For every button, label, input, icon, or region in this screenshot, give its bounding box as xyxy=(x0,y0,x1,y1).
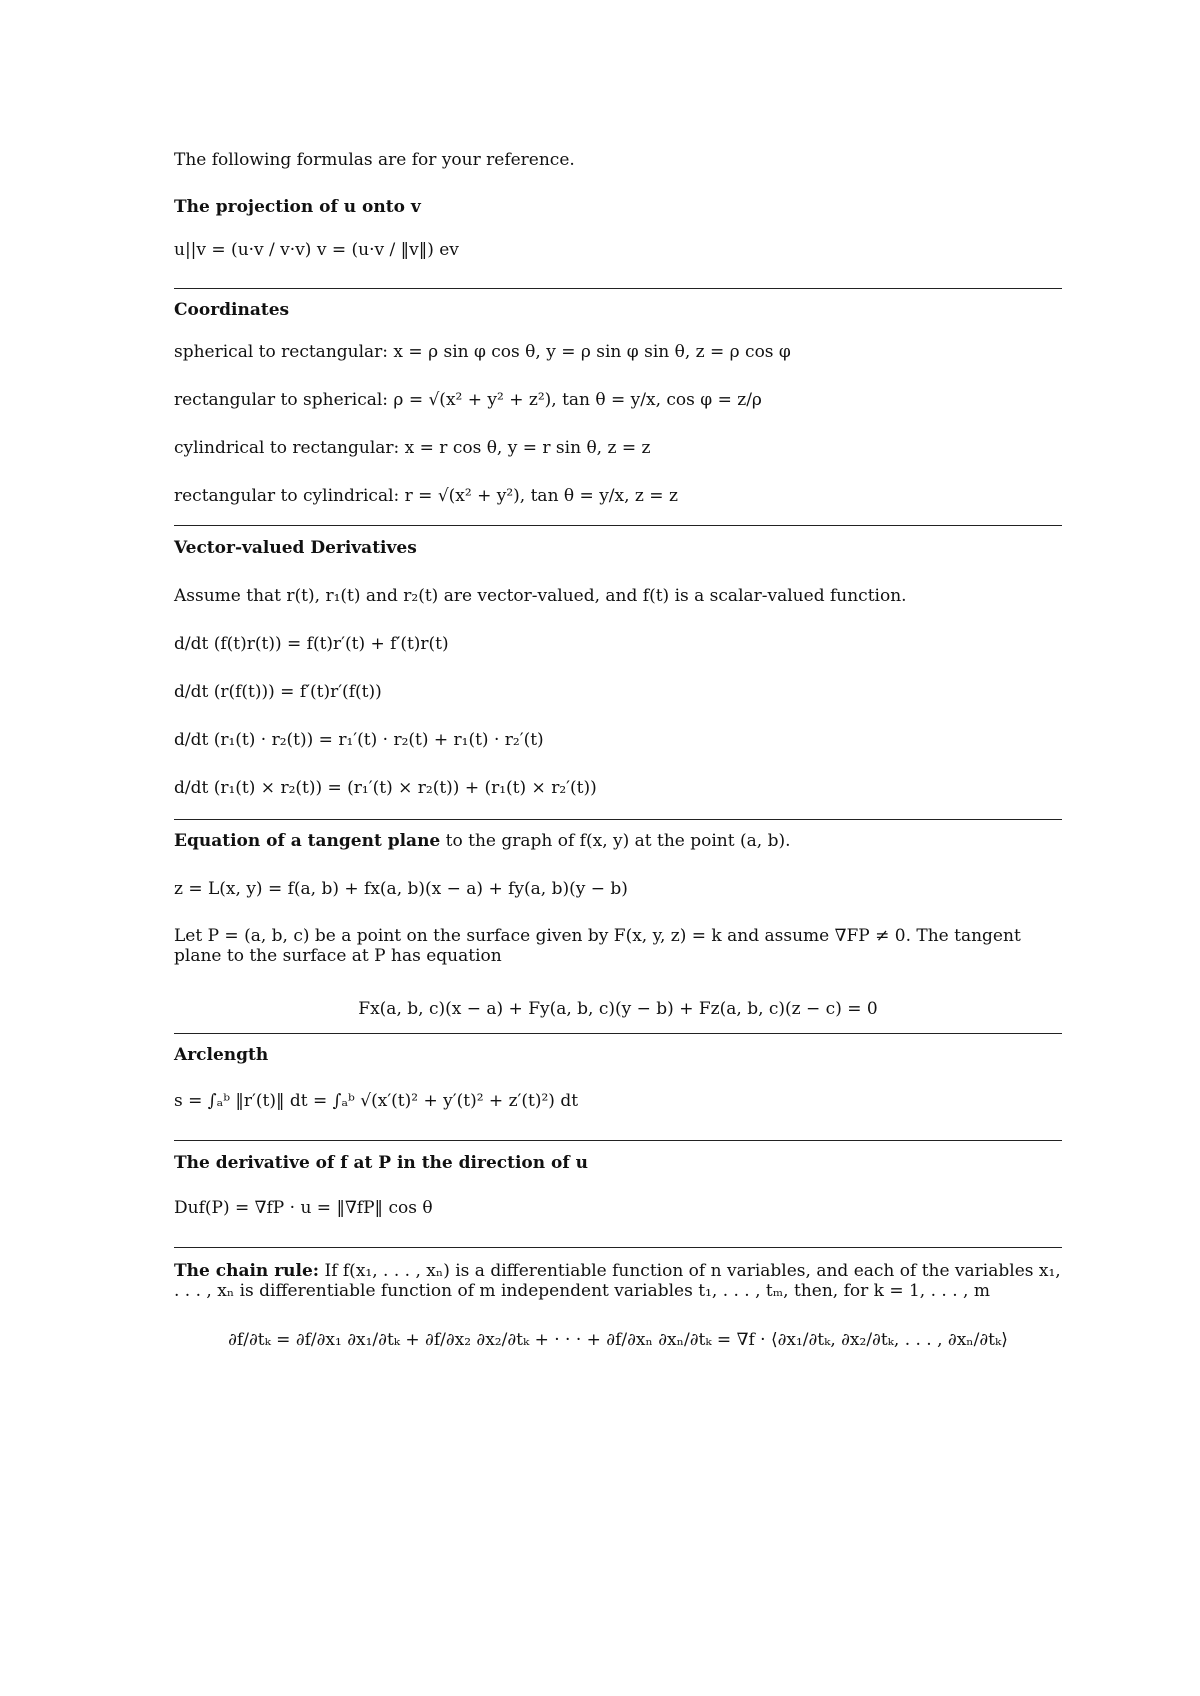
chain-rule-title: The chain rule: xyxy=(174,1261,320,1281)
vector-assumption: Assume that r(t), r₁(t) and r₂(t) are vector-valued, and f(t) is a scalar-valued function. xyxy=(174,586,907,606)
projection-formula: u||v = (u·v / v·v) v = (u·v / ‖v‖) ev xyxy=(174,240,459,260)
chain-rule-formula: ∂f/∂tₖ = ∂f/∂x₁ ∂x₁/∂tₖ + ∂f/∂x₂ ∂x₂/∂tₖ + · · · + ∂f/∂xₙ ∂xₙ/∂tₖ = ∇f · ⟨∂x₁/∂tₖ, ∂x₂/∂tₖ, . . . , ∂xₙ/∂tₖ⟩ xyxy=(228,1330,1008,1350)
chain-rule-text xyxy=(174,1261,1062,1302)
surface-tangent-formula: Fx(a, b, c)(x − a) + Fy(a, b, c)(y − b) + Fz(a, b, c)(z − c) = 0 xyxy=(358,999,878,1019)
cylindrical-to-rectangular: cylindrical to rectangular: x = r cos θ, y = r sin θ, z = z xyxy=(174,438,651,458)
derivative-rule-cross: d/dt (r₁(t) × r₂(t)) = (r₁′(t) × r₂(t)) + (r₁(t) × r₂′(t)) xyxy=(174,778,597,798)
tangent-plane-formula: z = L(x, y) = f(a, b) + fx(a, b)(x − a) + fy(a, b)(y − b) xyxy=(174,879,628,899)
tangent-plane-title-rest: to the graph of f(x, y) at the point (a, b). xyxy=(440,831,791,851)
arclength-heading: Arclength xyxy=(174,1045,269,1065)
chain-rule-description: If f(x₁, . . . , xₙ) is a differentiable function of n variables, and each of the variables x₁, . . . , xₙ is differentiable function of m independent variables t₁, . . . , tₘ, then, for k = 1, . . . , m xyxy=(174,1261,1061,1302)
derivative-rule-product: d/dt (f(t)r(t)) = f(t)r′(t) + f′(t)r(t) xyxy=(174,634,449,654)
divider xyxy=(174,525,1062,526)
divider xyxy=(174,288,1062,289)
derivative-rule-dot: d/dt (r₁(t) · r₂(t)) = r₁′(t) · r₂(t) + r₁(t) · r₂′(t) xyxy=(174,730,544,750)
rectangular-to-cylindrical: rectangular to cylindrical: r = √(x² + y²), tan θ = y/x, z = z xyxy=(174,486,678,506)
directional-derivative-formula: Duf(P) = ∇fP · u = ‖∇fP‖ cos θ xyxy=(174,1198,433,1218)
divider xyxy=(174,1247,1062,1248)
spherical-to-rectangular: spherical to rectangular: x = ρ sin φ cos θ, y = ρ sin φ sin θ, z = ρ cos φ xyxy=(174,342,791,362)
rectangular-to-spherical: rectangular to spherical: ρ = √(x² + y² + z²), tan θ = y/x, cos φ = z/ρ xyxy=(174,390,762,410)
directional-derivative-heading: The derivative of f at P in the direction of u xyxy=(174,1153,588,1173)
projection-heading: The projection of u onto v xyxy=(174,197,421,217)
divider xyxy=(174,1033,1062,1034)
divider xyxy=(174,819,1062,820)
coordinates-heading: Coordinates xyxy=(174,300,290,320)
tangent-plane-title: Equation of a tangent plane xyxy=(174,831,441,851)
divider xyxy=(174,1140,1062,1141)
derivative-rule-chain: d/dt (r(f(t))) = f′(t)r′(f(t)) xyxy=(174,682,382,702)
arclength-formula: s = ∫ₐᵇ ‖r′(t)‖ dt = ∫ₐᵇ √(x′(t)² + y′(t)² + z′(t)²) dt xyxy=(174,1091,579,1111)
intro-text: The following formulas are for your reference. xyxy=(174,150,575,170)
vector-derivatives-heading: Vector-valued Derivatives xyxy=(174,538,417,558)
surface-tangent-text: Let P = (a, b, c) be a point on the surface given by F(x, y, z) = k and assume ∇FP ≠ 0. The tangent plane to the surface at P has equation xyxy=(174,926,1021,967)
tangent-plane-heading xyxy=(174,831,791,851)
